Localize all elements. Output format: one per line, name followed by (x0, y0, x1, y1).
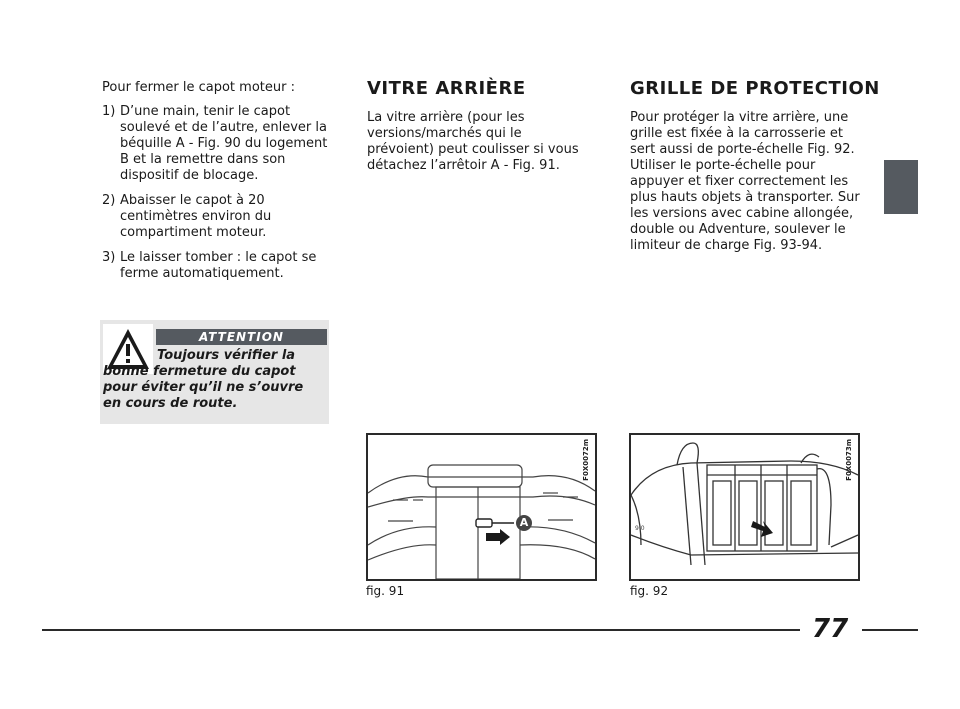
heading-vitre-arriere: VITRE ARRIÈRE (367, 78, 526, 99)
intro-text: Pour fermer le capot moteur : (102, 80, 295, 95)
attention-text: Toujours vérifier la bonne fermeture du capot pour éviter qu’il ne s’ouvre en cours de route. (103, 348, 304, 411)
list-item (102, 250, 334, 282)
footer-rule-left (42, 629, 800, 631)
step-text: Le laisser tomber : le capot se ferme automatiquement. (120, 250, 317, 281)
list-item (102, 104, 334, 184)
figure-91-rear-window (366, 433, 597, 581)
left-column (102, 80, 334, 291)
list-item (102, 193, 334, 241)
grille-protection-text: Pour protéger la vitre arrière, une grille est fixée à la carrosserie et sert aussi de porte-échelle Fig. 92. Utiliser le porte-échelle pour appuyer et fixer correctement les plus hauts objets à transporter. Sur les versions avec cabine allongée, double ou Adventure, soulever le limiteur de charge Fig. 93-94. (630, 110, 860, 253)
figure-92-protection-grille (629, 433, 860, 581)
protection-grille-illustration (631, 435, 858, 579)
rear-window-illustration (368, 435, 595, 579)
figure-code: F0X0073m (845, 439, 853, 481)
figure-code: F0X0072m (582, 439, 590, 481)
footer-rule-right (862, 629, 918, 631)
step-number: 2) (102, 193, 116, 208)
step-text: Abaisser le capot à 20 centimètres environ du compartiment moteur. (120, 193, 272, 240)
figure-92-caption: fig. 92 (630, 584, 669, 598)
attention-label: ATTENTION (156, 329, 327, 345)
heading-grille-protection: GRILLE DE PROTECTION (630, 78, 880, 99)
figure-91-caption: fig. 91 (366, 584, 405, 598)
svg-text:9 0: 9 0 (635, 525, 645, 532)
step-text: D’une main, tenir le capot soulevé et de l’autre, enlever la béquille A - Fig. 90 du logement B et la remettre dans son dispositif de blocage. (120, 104, 328, 183)
vitre-arriere-text: La vitre arrière (pour les versions/marchés qui le prévoient) peut coulisser si vous détachez l’arrêtoir A - Fig. 91. (367, 110, 579, 173)
attention-box (100, 320, 329, 424)
page-number: 77 (812, 614, 849, 644)
step-number: 3) (102, 250, 116, 265)
step-number: 1) (102, 104, 116, 119)
callout-a: A (516, 515, 532, 531)
section-tab (884, 160, 918, 214)
